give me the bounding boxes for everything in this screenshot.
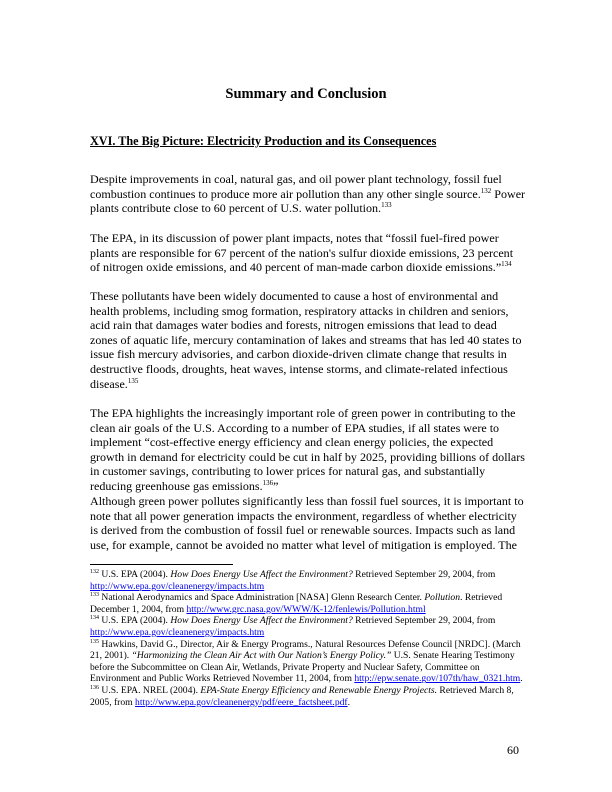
footnote-text: Retrieved September 29, 2004, from <box>352 569 496 580</box>
footnote-text: U.S. EPA (2004). <box>99 569 171 580</box>
footnote-135 <box>90 639 530 685</box>
section-heading: XVI. The Big Picture: Electricity Production and its Consequences <box>90 134 437 148</box>
footnote-text: National Aerodynamics and Space Administration [NASA] Glenn Research Center. <box>99 592 425 604</box>
footnote-text: U.S. EPA (2004). <box>99 615 171 627</box>
footnote-link[interactable]: http://www.epa.gov/cleanenergy/pdf/eere_factsheet.pdf <box>135 696 348 708</box>
footnote-ref-135[interactable]: 135 <box>127 376 139 385</box>
footnote-text: U.S. EPA. NREL (2004). <box>99 684 201 696</box>
footnote-ref-136[interactable]: 136 <box>262 478 274 487</box>
footnote-title: Pollution <box>424 592 461 604</box>
footnote-number: 136 <box>90 684 99 691</box>
footnote-text: U.S. Senate Hearing Testimony before the Subcommittee on Clean Air, Wetlands, Private Property and Nuclear Safety, Committee on Environment and Public Works Retrieved November 11, 2004, from <box>90 650 515 685</box>
footnote-title: EPA-State Energy Efficiency and Renewable Energy Projects. <box>200 684 438 696</box>
paragraph-5 <box>90 494 526 552</box>
paragraph-2 <box>90 231 526 275</box>
paragraph-4-text-b: ” <box>273 478 279 493</box>
paragraph-2-text: The EPA, in its discussion of power plant impacts, notes that “fossil fuel-fired power plants are responsible for 67 percent of the nation's sulfur dioxide emissions, 23 percent of nitrogen oxide emissions, and 40 percent of man-made carbon dioxide emissions.” <box>90 231 514 275</box>
page-number: 60 <box>507 743 519 757</box>
footnote-text: . <box>347 696 351 708</box>
footnote-134 <box>90 615 530 638</box>
footnote-link[interactable]: http://www.epa.gov/cleanenergy/impacts.htm <box>90 626 265 638</box>
footnote-136 <box>90 685 530 708</box>
footnote-text: Retrieved March 8, 2005, from <box>90 684 514 708</box>
footnote-ref-133[interactable]: 133 <box>381 201 392 210</box>
paragraph-1-text-a: Despite improvements in coal, natural gas, and oil power plant technology, fossil fuel combustion continues to produce more air pollution than any other single source. <box>90 172 502 201</box>
footnote-link[interactable]: http://epw.senate.gov/107th/haw_0321.htm <box>354 673 521 685</box>
paragraph-1-text-b: Power plants contribute close to 60 percent of U.S. water pollution. <box>90 186 526 216</box>
footnote-divider <box>90 564 233 565</box>
footnote-number: 132 <box>90 569 99 575</box>
paragraph-5-text: Although green power pollutes significantly less than fossil fuel sources, it is important to note that all power generation impacts the environment, regardless of whether electricity is derived from the combustion of fossil fuel or renewable sources. Impacts such as land use, for example, cannot be avoided no matter what level of mitigation is employed. The <box>90 494 524 552</box>
footnote-title: How Does Energy Use Affect the Environment? <box>170 569 353 580</box>
footnote-number: 133 <box>90 592 99 599</box>
paragraph-4-text-a: The EPA highlights the increasingly important role of green power in contributing to the clean air goals of the U.S. According to a number of EPA studies, if all states were to implement “cost-effective energy efficiency and clean energy policies, the expected growth in demand for electricity could be cut in half by 2025, providing billions of dollars in customer savings, contributing to lower prices for natural gas, and substantially reducing greenhouse gas emissions. <box>90 406 525 493</box>
paragraph-4 <box>90 406 526 494</box>
footnote-133 <box>90 592 530 615</box>
footnote-132 <box>90 569 530 592</box>
footnotes <box>90 569 530 708</box>
footnote-text: . Retrieved December 1, 2004, from <box>90 592 503 615</box>
footnote-number: 135 <box>90 638 99 645</box>
footnote-text: . <box>520 673 523 685</box>
footnote-link[interactable]: http://www.epa.gov/cleanenergy/impacts.htm <box>90 580 265 592</box>
footnote-ref-132[interactable]: 132 <box>480 186 492 195</box>
footnote-text: Retrieved September 29, 2004, from <box>352 615 496 627</box>
paragraph-3 <box>90 289 526 391</box>
footnote-link[interactable]: http://www.grc.nasa.gov/WWW/K-12/fenlewis/Pollution.html <box>186 603 426 615</box>
footnote-title: “Harmonizing the Clean Air Act with Our Nation’s Energy Policy.” <box>131 650 392 662</box>
paragraph-3-text: These pollutants have been widely documented to cause a host of environmental and health problems, including smog formation, respiratory attacks in children and seniors, acid rain that damages water bodies and forests, nitrogen emissions that lead to dead zones of aquatic life, mercury contamination of lakes and streams that has led 40 states to issue fish mercury advisories, and carbon dioxide-driven climate change that results in destructive floods, droughts, heat waves, intense storms, and climate-related infectious disease. <box>90 289 522 391</box>
footnote-ref-134[interactable]: 134 <box>501 260 512 269</box>
footnote-title: How Does Energy Use Affect the Environment? <box>170 615 353 627</box>
paragraph-1 <box>90 172 526 216</box>
footnote-text: Hawkins, David G., Director, Air & Energy Programs., Natural Resources Defense Council [NRDC]. (March 21, 2001). <box>90 638 521 662</box>
footnote-number: 134 <box>90 615 99 622</box>
page-title: Summary and Conclusion <box>225 86 387 102</box>
